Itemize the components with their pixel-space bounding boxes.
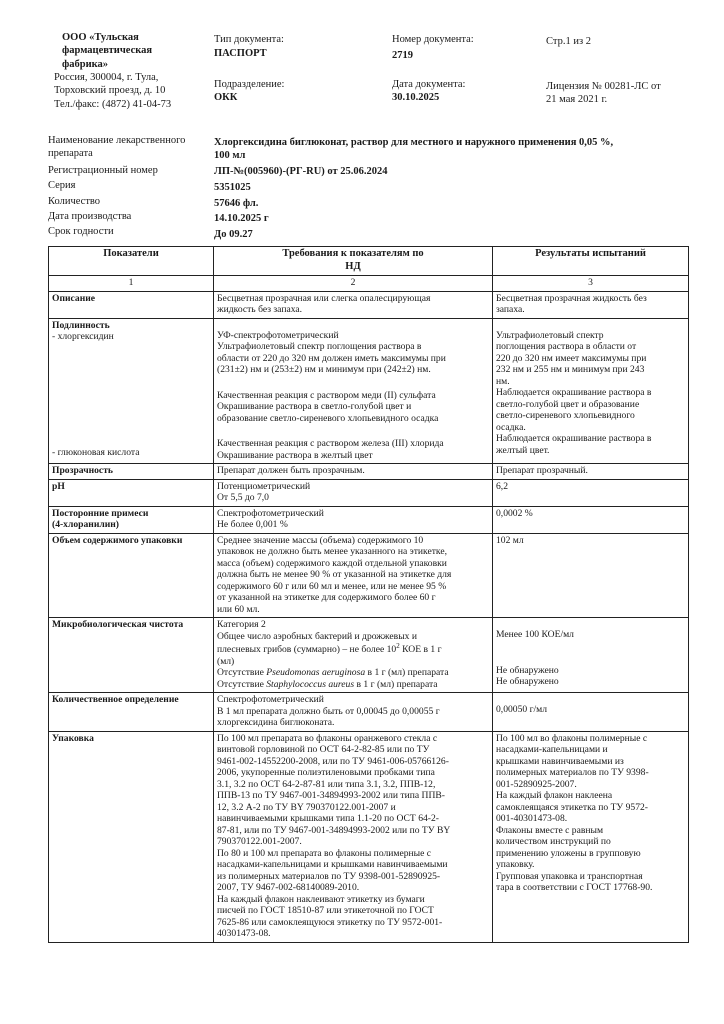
req-text: Отсутствие xyxy=(217,667,267,679)
row-result xyxy=(493,533,689,618)
req-line xyxy=(217,679,489,691)
table-row xyxy=(49,731,689,942)
col-number: 1 xyxy=(49,276,214,292)
col-header-indicators xyxy=(49,247,214,276)
organism-name: Staphylococcus aureus xyxy=(266,678,355,690)
license xyxy=(546,80,661,107)
row-requirement xyxy=(214,506,493,533)
res-line: На каждый флакон наклеена xyxy=(496,790,613,802)
expiry-value: До 09.27 xyxy=(214,229,253,240)
row-name xyxy=(49,464,214,480)
production-date-value: 14.10.2025 г xyxy=(214,213,269,224)
address-line: Торховский проезд, д. 10 xyxy=(54,85,166,97)
row-name-text: Упаковка xyxy=(52,732,94,744)
req-line: Качественная реакция с раствором железа (III) хлорида xyxy=(217,438,444,450)
address-line: Россия, 300004, г. Тула, xyxy=(54,72,159,83)
reg-number-label: Регистрационный номер xyxy=(48,165,158,176)
row-name-text: (4-хлоранилин) xyxy=(52,519,119,531)
label-line: Наименование лекарственного xyxy=(48,135,186,146)
row-result xyxy=(493,731,689,942)
res-line: 0,0002 % xyxy=(496,507,533,519)
res-line: применению уложены в групповую xyxy=(496,847,641,859)
col-header-requirements xyxy=(214,247,493,276)
row-name xyxy=(49,479,214,506)
value-line: 100 мл xyxy=(214,149,246,161)
label-line: препарата xyxy=(48,147,93,159)
req-line: из полимерных материалов по ТУ 9398-001-52890925- xyxy=(217,870,441,882)
table-row xyxy=(49,618,689,693)
row-requirement xyxy=(214,731,493,942)
table-row xyxy=(49,533,689,618)
req-line xyxy=(217,642,489,656)
drug-name-value xyxy=(214,137,694,162)
req-line: жидкость без запаха. xyxy=(217,304,303,316)
reg-number-value: ЛП-№(005960)-(РГ-RU) от 25.06.2024 xyxy=(214,166,388,177)
col-number: 2 xyxy=(214,276,493,292)
req-line: Потенциометрический xyxy=(217,480,311,492)
row-name xyxy=(49,506,214,533)
row-requirement xyxy=(214,464,493,480)
series-value: 5351025 xyxy=(214,182,251,193)
res-line: 0,00050 г/мл xyxy=(496,704,548,716)
req-text: КОЕ в 1 г xyxy=(399,644,442,656)
company-name-line: фармацевтическая xyxy=(62,45,153,57)
req-text: плесневых грибов (суммарно) – не более 10 xyxy=(217,644,397,656)
doc-number-label: Номер документа: xyxy=(392,34,474,45)
req-line: От 5,5 до 7,0 xyxy=(217,492,269,504)
row-name-text: Прозрачность xyxy=(52,465,113,477)
table-row xyxy=(49,464,689,480)
req-superscript: 2 xyxy=(396,642,400,651)
header-text: Результаты испытаний xyxy=(535,248,646,259)
res-line: Наблюдается окрашивание раствора в xyxy=(496,433,652,445)
company-name-line: фабрика» xyxy=(62,58,109,70)
row-result xyxy=(493,318,689,464)
res-line: 102 мл xyxy=(496,534,524,546)
req-line: Общее число аэробных бактерий и дрожжевых и xyxy=(217,630,417,642)
row-requirement xyxy=(214,618,493,693)
req-line: должна быть не менее 90 % от указанной на этикетке для xyxy=(217,569,452,581)
row-requirement xyxy=(214,318,493,464)
row-name xyxy=(49,693,214,732)
header-text: Требования к показателям по xyxy=(282,248,424,259)
req-line: хлоргексидина биглюконата. xyxy=(217,717,335,729)
req-line: Ультрафиолетовый спектр поглощения раствора в xyxy=(217,341,422,353)
req-line: Окрашивание раствора в желтый цвет xyxy=(217,449,373,461)
row-result xyxy=(493,464,689,480)
res-line: полимерных материалов по ТУ 9398- xyxy=(496,767,649,779)
row-name-text: Объем содержимого упаковки xyxy=(52,534,183,546)
row-result xyxy=(493,693,689,732)
table-header-row xyxy=(49,247,689,276)
req-line: 2007, ТУ 9467-002-68140089-2010. xyxy=(217,882,360,894)
organism-name: Pseudomonas aeruginosa xyxy=(266,667,366,679)
expiry-label: Срок годности xyxy=(48,226,114,237)
col-header-results xyxy=(493,247,689,276)
req-line: писчей по ГОСТ 18510-87 или этикеточной по ГОСТ xyxy=(217,905,434,917)
req-line: насадками-капельницами и крышками навинчиваемыми xyxy=(217,859,448,871)
req-line: Окрашивание раствора в светло-голубой цвет и xyxy=(217,401,412,413)
req-text: Отсутствие xyxy=(217,678,267,690)
res-line: Препарат прозрачный. xyxy=(496,465,588,477)
req-line: 3.1, 3.2 по ОСТ 64-2-87-81 или типа 3.1, 3.2, ППВ-12, xyxy=(217,778,436,790)
res-line: Ультрафиолетовый спектр xyxy=(496,329,604,341)
res-line: светло-сиреневого хлопьевидного xyxy=(496,410,635,422)
req-text: в 1 г (мл) препарата xyxy=(354,678,438,690)
res-line: 001-40301473-08. xyxy=(496,813,568,825)
res-line: запаха. xyxy=(496,304,525,316)
row-name xyxy=(49,291,214,318)
req-line: (мл) xyxy=(217,655,235,667)
license-line: 21 мая 2021 г. xyxy=(546,94,608,106)
row-name xyxy=(49,318,214,464)
row-subname: - глюконовая кислота xyxy=(52,446,140,458)
row-subname: - хлоргексидин xyxy=(52,331,114,343)
row-name-text: Описание xyxy=(52,292,96,304)
req-line: Категория 2 xyxy=(217,619,266,631)
req-line: или 60 мл. xyxy=(217,603,260,615)
row-name-text: Посторонние примеси xyxy=(52,507,149,519)
col-number: 3 xyxy=(493,276,689,292)
req-text: в 1 г (мл) препарата xyxy=(365,667,449,679)
drug-name-label xyxy=(48,135,213,160)
req-line: 12, 3.2 А-2 по ТУ BY 790370122.001-2007 и xyxy=(217,801,396,813)
res-line: нм. xyxy=(496,375,510,387)
req-line: Не более 0,001 % xyxy=(217,519,288,531)
row-result xyxy=(493,506,689,533)
company-address xyxy=(54,71,214,111)
production-date-label: Дата производства xyxy=(48,211,132,222)
req-line: По 100 мл препарата во флаконы оранжевого стекла с xyxy=(217,732,438,744)
req-line: Качественная реакция с раствором меди (II) сульфата xyxy=(217,389,436,401)
req-line: Среднее значение массы (объема) содержимого 10 xyxy=(217,534,424,546)
doc-type-value: ПАСПОРТ xyxy=(214,48,267,59)
res-line: крышками навинчиваемыми из xyxy=(496,755,624,767)
res-line: осадка. xyxy=(496,421,526,433)
table-row xyxy=(49,291,689,318)
header-text: Показатели xyxy=(103,248,159,259)
res-line: упаковку. xyxy=(496,859,535,871)
req-line: 2006, укупоренные полиэтиленовыми пробками типа xyxy=(217,767,435,779)
row-result xyxy=(493,291,689,318)
row-name xyxy=(49,533,214,618)
res-line: По 100 мл во флаконы полимерные с xyxy=(496,732,648,744)
row-name-text: Подлинность xyxy=(52,319,110,331)
req-line: Препарат должен быть прозрачным. xyxy=(217,465,365,477)
table-row xyxy=(49,318,689,464)
row-result xyxy=(493,479,689,506)
req-line: УФ-спектрофотометрический xyxy=(217,329,339,341)
res-line: Менее 100 КОЕ/мл xyxy=(496,629,574,641)
row-name xyxy=(49,618,214,693)
req-line: образование светло-сиреневого хлопьевидного осадка xyxy=(217,412,439,424)
res-line: 001-52890925-2007. xyxy=(496,778,577,790)
table-number-row xyxy=(49,276,689,292)
req-line: области от 220 до 320 нм должен иметь максимумы при xyxy=(217,352,446,364)
req-line: ППВ-13 по ТУ 9467-001-34894993-2002 или типа ППВ- xyxy=(217,790,445,802)
res-line: количеством инструкций по xyxy=(496,836,611,848)
res-line: Наблюдается окрашивание раствора в xyxy=(496,387,652,399)
row-result xyxy=(493,618,689,693)
req-line: 9461-002-14552200-2008, или по ТУ 9461-006-05766126- xyxy=(217,755,449,767)
res-line: Не обнаружено xyxy=(496,676,559,688)
department-label: Подразделение: xyxy=(214,79,285,90)
res-line: самоклеящаяся этикетка по ТУ 9572- xyxy=(496,801,649,813)
req-line: По 80 и 100 мл препарата во флаконы полимерные с xyxy=(217,847,432,859)
res-line: Флаконы вместе с равным xyxy=(496,824,604,836)
req-line: навинчиваемыми крышками типа 1.1-20 по ОСТ 64-2- xyxy=(217,813,439,825)
doc-number-value: 2719 xyxy=(392,50,413,61)
req-line: 790370122.001-2007. xyxy=(217,836,302,848)
req-line: Спектрофотометрический xyxy=(217,507,324,519)
req-line: 7625-86 или самоклеящуюся этикетку по ТУ 9572-001- xyxy=(217,916,443,928)
res-line: насадками-капельницами и xyxy=(496,744,608,756)
req-line: 40301473-08. xyxy=(217,928,271,940)
res-line: Не обнаружено xyxy=(496,664,559,676)
row-requirement xyxy=(214,533,493,618)
req-line: содержимого 60 г или 60 мл и менее, или не менее 95 % xyxy=(217,580,447,592)
req-line: Спектрофотометрический xyxy=(217,694,324,706)
res-line: 6,2 xyxy=(496,480,508,492)
row-name xyxy=(49,731,214,942)
row-name-text: Количественное определение xyxy=(52,694,179,706)
header-text: НД xyxy=(345,260,361,272)
row-requirement xyxy=(214,693,493,732)
doc-date-value: 30.10.2025 xyxy=(392,92,440,103)
license-line: Лицензия № 00281-ЛС от xyxy=(546,81,661,92)
res-line: Групповая упаковка и транспортная xyxy=(496,870,643,882)
req-line: от указанной на этикетке для содержимого более 60 г xyxy=(217,592,436,604)
row-name-text: pH xyxy=(52,480,65,492)
req-line: Бесцветная прозрачная или слегка опалесцирующая xyxy=(217,292,431,304)
company-name-line: ООО «Тульская xyxy=(62,32,139,43)
company-name xyxy=(62,31,202,71)
req-line: (231±2) нм и (253±2) нм и минимум при (242±2) нм. xyxy=(217,364,431,376)
specification-table xyxy=(48,246,689,943)
res-line: поглощения раствора в области от xyxy=(496,341,637,353)
req-line: масса (объем) содержимого каждой отдельной упаковки xyxy=(217,557,447,569)
doc-date-label: Дата документа: xyxy=(392,79,466,90)
quantity-value: 57646 фл. xyxy=(214,198,259,209)
req-line: На каждый флакон наклеивают этикетку из бумаги xyxy=(217,893,425,905)
row-requirement xyxy=(214,291,493,318)
res-line: желтый цвет. xyxy=(496,444,550,456)
page-number: Стр.1 из 2 xyxy=(546,36,591,47)
res-line: тара в соответствии с ГОСТ 17768-90. xyxy=(496,882,653,894)
quantity-label: Количество xyxy=(48,196,101,207)
req-line: В 1 мл препарата должно быть от 0,00045 до 0,00055 г xyxy=(217,705,440,717)
table-row xyxy=(49,693,689,732)
res-line: 232 нм и 255 нм и минимум при 243 xyxy=(496,364,645,376)
series-label: Серия xyxy=(48,180,76,191)
res-line: светло-голубой цвет и образование xyxy=(496,398,640,410)
department-value: ОКК xyxy=(214,92,238,103)
res-line: Бесцветная прозрачная жидкость без xyxy=(496,292,647,304)
table-row xyxy=(49,506,689,533)
table-row xyxy=(49,479,689,506)
value-line: Хлоргексидина биглюконат, раствор для местного и наружного применения 0,05 %, xyxy=(214,137,614,148)
row-requirement xyxy=(214,479,493,506)
req-line: винтовой горловиной по ОСТ 64-2-82-85 или по ТУ xyxy=(217,744,430,756)
res-line: 220 до 320 нм имеет максимумы при xyxy=(496,352,647,364)
phone-line: Тел./факс: (4872) 41-04-73 xyxy=(54,98,172,110)
row-name-text: Микробиологическая чистота xyxy=(52,619,184,631)
req-line xyxy=(217,667,489,679)
req-line: 87-81, или по ТУ 9467-001-34894993-2002 или по ТУ BY xyxy=(217,824,451,836)
doc-type-label: Тип документа: xyxy=(214,34,284,45)
req-line: упаковок не должно быть менее указанного на этикетке, xyxy=(217,546,448,558)
